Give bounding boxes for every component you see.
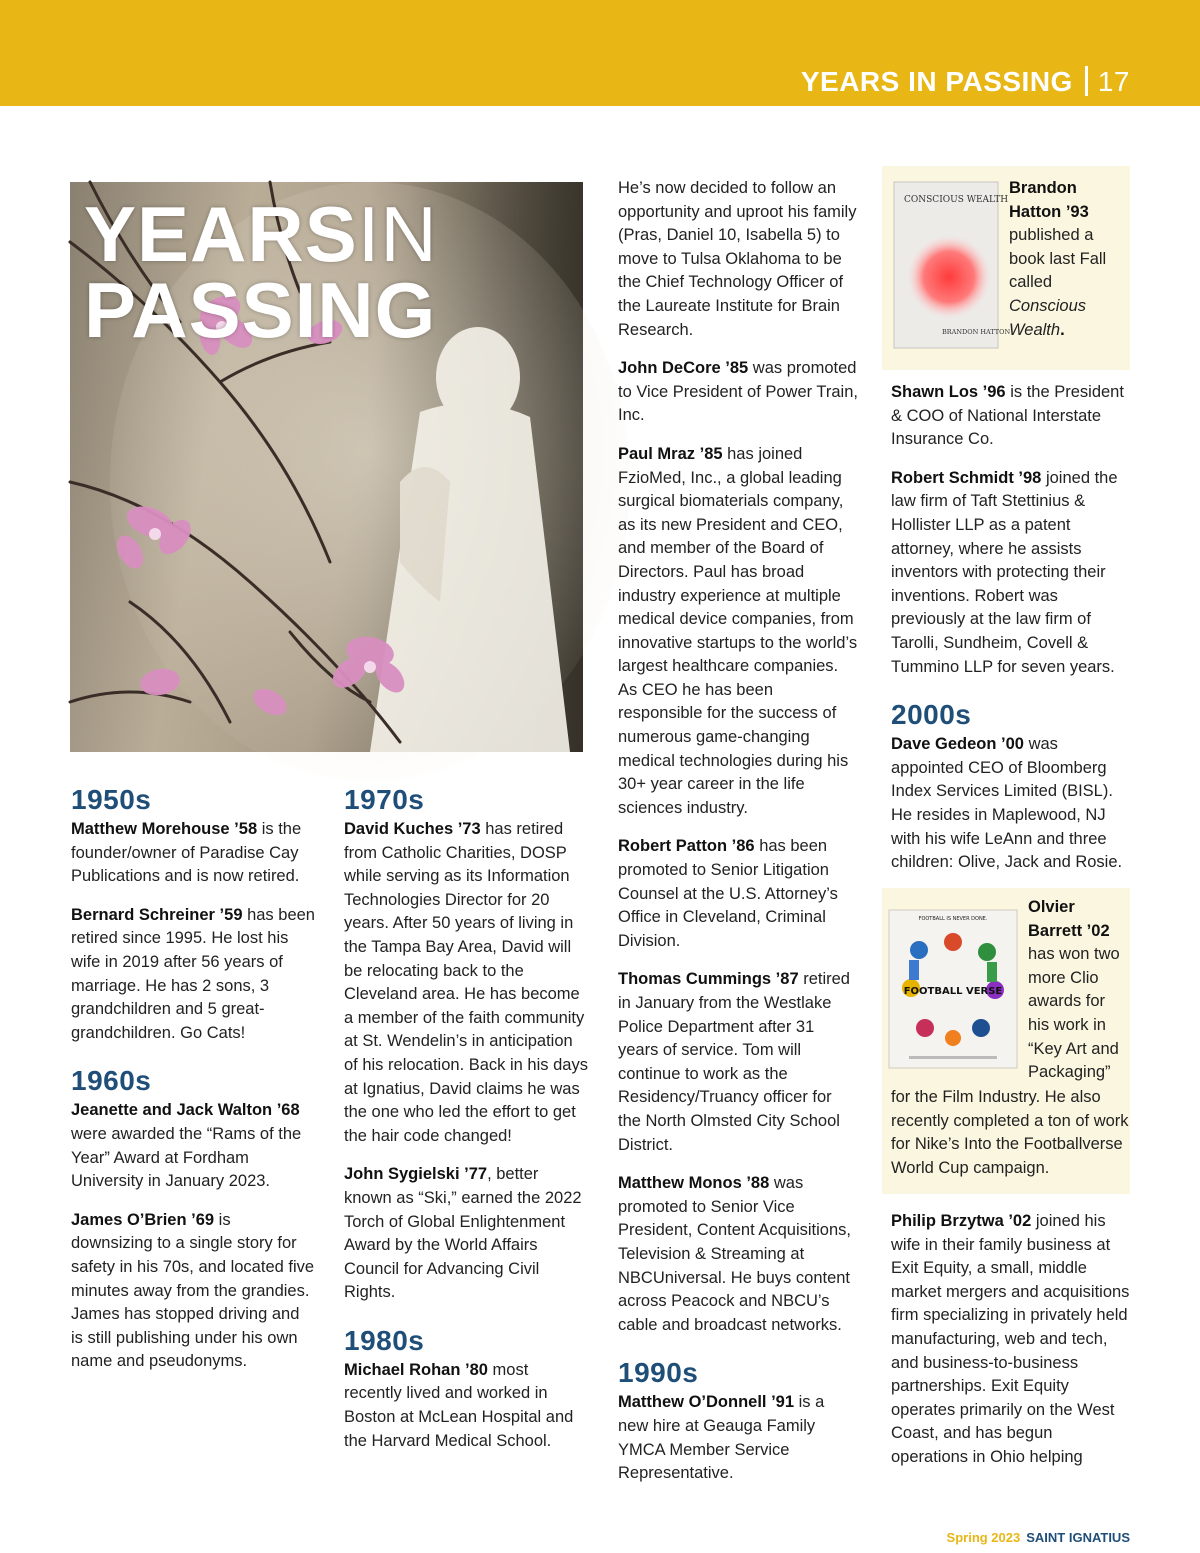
hero-title xyxy=(84,190,438,354)
note-monos: Matthew Monos ’88 was promoted to Senior Vice President, Content Acquisitions, Television & Streaming at NBCUniversal. He buys content across Peacock and NBCU’s cable and broadcast networks. xyxy=(618,1174,851,1334)
column-1 xyxy=(71,784,315,1389)
column-2 xyxy=(344,784,588,1468)
note-patton: Robert Patton ’86 has been promoted to Senior Litigation Counsel at the U.S. Attorney’s Office in Cleveland, Criminal Division. xyxy=(618,837,838,950)
note-decore: John DeCore ’85 was promoted to Vice President of Power Train, Inc. xyxy=(618,359,858,425)
caption-barrett-continued: for the Film Industry. He also recently completed a ton of work for Nike’s Into the Footballverse World Cup campaign. xyxy=(891,1088,1129,1177)
hero-title-years: YEARS xyxy=(84,190,358,278)
hero-title-in: IN xyxy=(357,190,438,278)
note-continuation: He’s now decided to follow an opportunity and uproot his family (Pras, Daniel 10, Isabella 5) to move to Tulsa Oklahoma to be the Chief Technology Officer of the Laureate Institute for Brain Research. xyxy=(618,179,857,339)
decade-heading-1960s: 1960s xyxy=(71,1065,152,1097)
poster-title: FOOTBALL VERSE xyxy=(903,986,1003,997)
caption-hatton: Brandon Hatton ’93 published a book last Fall called Conscious Wealth. xyxy=(1009,179,1107,339)
decade-heading-1950s: 1950s xyxy=(71,784,152,815)
decade-heading-1970s: 1970s xyxy=(344,784,425,815)
book-cover-author: BRANDON HATTON xyxy=(942,328,1011,336)
section-title: YEARS IN PASSING xyxy=(800,66,1073,97)
caption-barrett: Olvier Barrett ’02 has won two more Clio awards for his work in “Key Art and Packaging” xyxy=(1028,898,1120,1082)
header-divider xyxy=(1085,66,1088,96)
hero-photo xyxy=(70,182,583,752)
note-odonnell: Matthew O’Donnell ’91 is a new hire at Geauga Family YMCA Member Service Representative. xyxy=(618,1393,825,1483)
note-los: Shawn Los ’96 is the President & COO of National Interstate Insurance Co. xyxy=(891,383,1124,449)
note-schmidt: Robert Schmidt ’98 joined the law firm of Taft Stettinius & Hollister LLP as a patent attorney, where he assists inventors with protecting their inventions. Robert was previously at the law firm of Tarolli, Sundheim, Covell & Tummino LLP for seven years. xyxy=(891,468,1118,676)
poster-tagline: FOOTBALL IS NEVER DONE. xyxy=(918,916,988,922)
note-mraz: Paul Mraz ’85 has joined FzioMed, Inc., a global leading surgical biomaterials company, as its new President and CEO, and member of the Board of Directors. Paul has broad industry experience at multiple medical device companies, from innovative startups to the world’s largest healthcare companies. As CEO he has been responsible for the success of numerous game-changing medical technologies during his 30+ year career in the life sciences industry. xyxy=(618,444,858,817)
decade-heading-1990s: 1990s xyxy=(618,1357,699,1389)
note-cummings: Thomas Cummings ’87 retired in January from the Westlake Police Department after 31 years of service. Tom will continue to work as the Residency/Truancy officer for the North Olmsted City School District. xyxy=(618,970,850,1154)
page-number: 17 xyxy=(1097,66,1130,97)
note-sygielski: John Sygielski ’77, better known as “Ski,” earned the 2022 Torch of Global Enlightenment Award by the World Affairs Council for Advancing Civil Rights. xyxy=(344,1165,582,1302)
decade-heading-2000s: 2000s xyxy=(891,699,972,731)
note-brzytwa: Philip Brzytwa ’02 joined his wife in their family business at Exit Equity, a small, middle market mergers and acquisitions firm specializing in privately held manufacturing, web and tech, and business-to-business partnerships. Exit Equity operates primarily on the West Coast, and has begun operations in Ohio helping xyxy=(891,1212,1130,1466)
column-3 xyxy=(618,177,858,1501)
footer-magazine: SAINT IGNATIUS xyxy=(1026,1530,1130,1545)
book-cover-title: CONSCIOUS WEALTH xyxy=(904,195,1009,205)
note-obrien: James O’Brien ’69 is downsizing to a single story for safety in his 70s, and located five minutes away from the grandies. James has stopped driving and is still publishing under his own name and pseudonyms. xyxy=(71,1210,315,1371)
decade-heading-1980s: 1980s xyxy=(344,1324,425,1356)
page-footer xyxy=(947,1530,1130,1545)
note-walton: Jeanette and Jack Walton ’68 were awarded the “Rams of the Year” Award at Fordham University in January 2023. xyxy=(71,1101,302,1191)
hero-title-passing: PASSING xyxy=(84,266,437,354)
poster-footballverse xyxy=(889,910,1017,1068)
note-morehouse: Matthew Morehouse ’58 is the founder/owner of Paradise Cay Publications and is now retired. xyxy=(71,820,302,886)
note-kuches: David Kuches ’73 has retired from Catholic Charities, DOSP while serving as its Information Technologies Director for 20 years. After 50 years of living in the Tampa Bay Area, David will be relocating back to the Cleveland area. He has become a member of the faith community at St. Wendelin’s in anticipation of his relocation. Back in his days at Ignatius, David claims he was the one who led the effort to get the hair code changed! xyxy=(344,820,588,1145)
column-4-lower xyxy=(891,1210,1131,1485)
footer-season: Spring 2023 xyxy=(946,1530,1021,1545)
note-schreiner: Bernard Schreiner ’59 has been retired since 1995. He lost his wife in 2019 after 56 years of marriage. He has 2 sons, 3 grandchildren and 5 great-grandchildren. Go Cats! xyxy=(71,905,315,1042)
note-gedeon: Dave Gedeon ’00 was appointed CEO of Bloomberg Index Services Limited (BISL). He resides in Maplewood, NJ with his wife LeAnn and three children: Olive, Jack and Rosie. xyxy=(891,735,1123,872)
column-4-upper xyxy=(891,381,1131,890)
page-header xyxy=(801,66,1130,98)
note-rohan: Michael Rohan ’80 most recently lived and worked in Boston at McLean Hospital and the Harvard Medical School. xyxy=(344,1360,574,1450)
book-cover-conscious-wealth xyxy=(894,182,1011,348)
